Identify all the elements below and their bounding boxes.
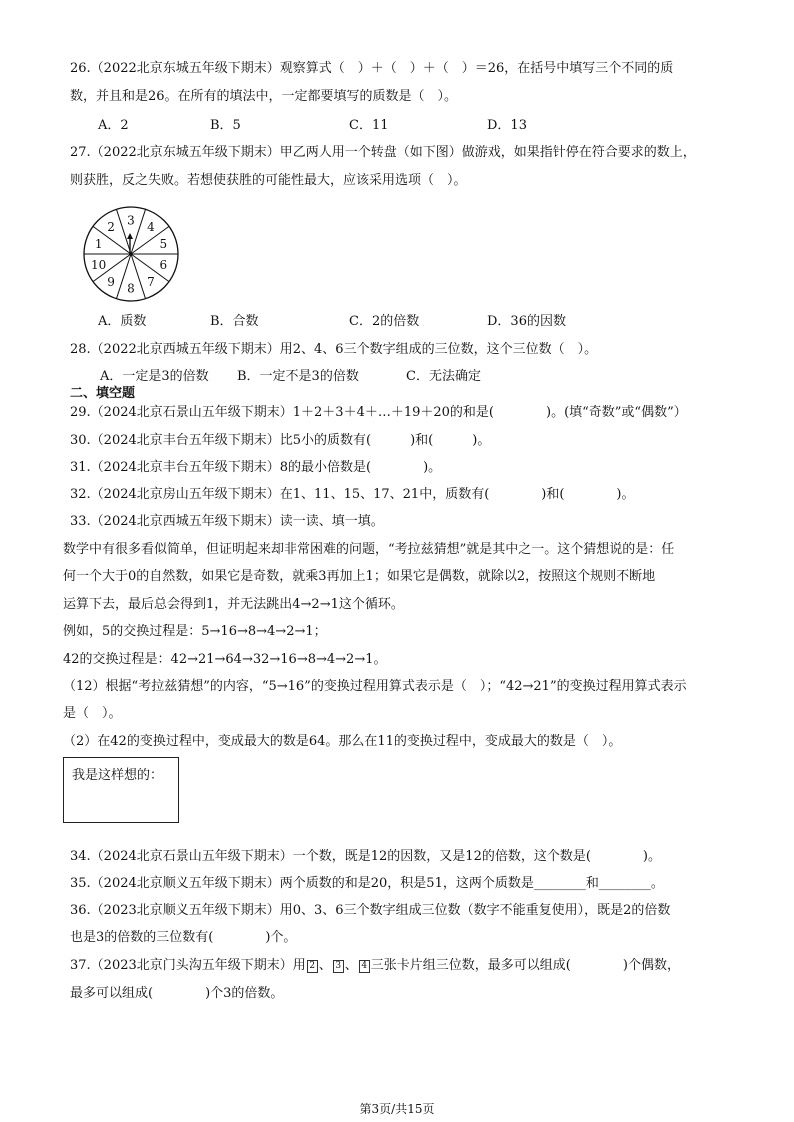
q33-paragraph-line2: 何一个大于0的自然数，如果它是奇数，就乘3再加上1；如果它是偶数，就除以2，按照这个规则不断地 [63, 569, 656, 584]
q34-line: 34.（2024北京石景山五年级下期末）一个数，既是12的因数，又是12的倍数，这个数是( )。 [70, 849, 661, 864]
number-card-4: 4 [359, 960, 370, 973]
q26-line2: 数，并且和是26。在所有的填法中，一定都要填写的质数是（ ）。 [70, 89, 458, 104]
spinner-number: 2 [107, 219, 115, 234]
q37-suffix: 三张卡片组三位数，最多可以组成( )个偶数， [370, 958, 680, 973]
q33-sub2: （2）在42的变换过程中，变成最大的数是64。那么在11的变换过程中，变成最大的数是（ ）。 [63, 734, 622, 749]
q27-option-b: B．合数 [210, 314, 259, 329]
answer-box-label: 我是这样想的： [72, 768, 164, 783]
q26-line1: 26.（2022北京东城五年级下期末）观察算式（ ）＋（ ）＋（ ）＝26，在括号中填写三个不同的质 [70, 61, 674, 76]
page-footer: 第3页/共15页 [359, 1102, 435, 1116]
spinner-diagram [80, 203, 182, 305]
number-card-3: 3 [333, 960, 344, 973]
q29-line: 29.（2024北京石景山五年级下期末）1＋2＋3＋4＋…＋19＋20的和是( )。(填“奇数”或“偶数”） [70, 405, 687, 420]
section-heading-fill-blank: 二、填空题 [70, 386, 136, 401]
q27-line2: 则获胜，反之失败。若想使获胜的可能性最大，应该采用选项（ ）。 [70, 173, 467, 188]
q37-line1 [70, 957, 680, 975]
q28-line1: 28.（2022北京西城五年级下期末）用2、4、6三个数字组成的三位数，这个三位数（ ）。 [70, 342, 598, 357]
number-card-2: 2 [307, 960, 318, 973]
spinner-number: 5 [159, 236, 168, 251]
q27-line1: 27.（2022北京东城五年级下期末）甲乙两人用一个转盘（如下图）做游戏，如果指针停在符合要求的数上， [70, 145, 696, 160]
q28-option-a: A．一定是3的倍数 [100, 369, 209, 384]
q26-option-c: C．11 [349, 118, 389, 133]
answer-thinking-box [63, 757, 179, 823]
q27-option-d: D．36的因数 [487, 314, 566, 329]
q35-line: 35.（2024北京顺义五年级下期末）两个质数的和是20，积是51，这两个质数是________和________。 [70, 876, 664, 891]
q33-example1: 例如，5的交换过程是：5→16→8→4→2→1； [63, 624, 327, 639]
q27-option-a: A．质数 [98, 314, 147, 329]
q31-line: 31.（2024北京丰台五年级下期末）8的最小倍数是( )。 [70, 460, 442, 475]
q32-line: 32.（2024北京房山五年级下期末）在1、11、15、17、21中，质数有( )和( )。 [70, 487, 635, 502]
spinner-number: 7 [147, 275, 155, 290]
q33-paragraph-line1: 数学中有很多看似简单，但证明起来却非常困难的问题，“考拉兹猜想”就是其中之一。这个猜想说的是：任 [63, 542, 675, 557]
q33-example2: 42的交换过程是：42→21→64→32→16→8→4→2→1。 [63, 652, 387, 667]
spinner-number: 1 [94, 236, 103, 251]
q26-option-b: B．5 [210, 118, 241, 133]
q26-option-d: D．13 [487, 118, 527, 133]
q33-paragraph-line3: 运算下去，最后总会得到1，并无法跳出4→2→1这个循环。 [63, 597, 404, 612]
spinner-number: 3 [127, 213, 135, 228]
q30-line: 30.（2024北京丰台五年级下期末）比5小的质数有( )和( )。 [70, 433, 491, 448]
q27-option-c: C．2的倍数 [349, 314, 420, 329]
spinner-number: 8 [127, 281, 135, 296]
q37-separator: 、 [344, 958, 358, 973]
q33-sub1-line2: 是（ ）。 [63, 706, 122, 721]
q37-prefix: 37.（2023北京门头沟五年级下期末）用 [70, 958, 306, 973]
q33-sub1-line1: （12）根据“考拉兹猜想”的内容，“5→16”的变换过程用算式表示是（ ）；“42→21”的变换过程用算式表示 [63, 679, 687, 694]
q28-option-b: B．一定不是3的倍数 [237, 369, 359, 384]
q36-line2: 也是3的倍数的三位数有( )个。 [70, 930, 297, 945]
q36-line1: 36.（2023北京顺义五年级下期末）用0、3、6三个数字组成三位数（数字不能重复使用），既是2的倍数 [70, 903, 671, 918]
q26-option-a: A．2 [98, 118, 129, 133]
spinner-number: 10 [91, 258, 107, 273]
q33-title: 33.（2024北京西城五年级下期末）读一读、填一填。 [70, 514, 384, 529]
spinner-number: 6 [159, 258, 168, 273]
q37-line2: 最多可以组成( )个3的倍数。 [70, 986, 284, 1001]
q37-separator: 、 [318, 958, 332, 973]
q28-option-c: C．无法确定 [406, 369, 481, 384]
spinner-number: 4 [147, 219, 155, 234]
spinner-number: 9 [107, 275, 115, 290]
